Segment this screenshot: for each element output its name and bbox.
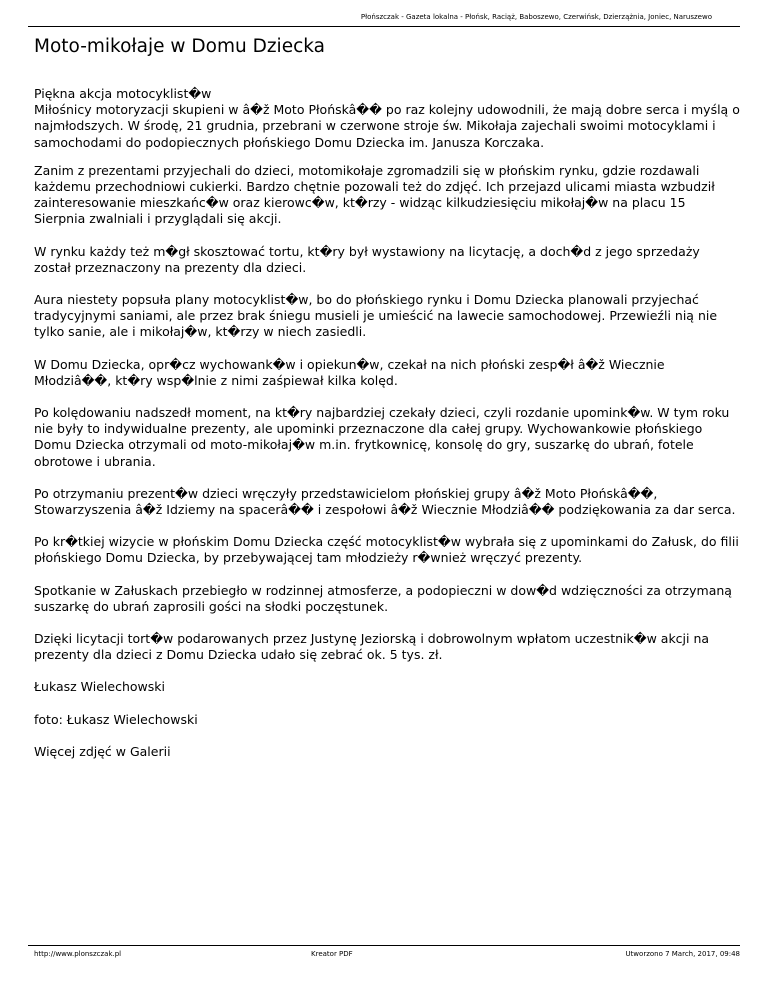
article-paragraph: Po kolędowaniu nadszedł moment, na kt�ry najbardziej czekały dzieci, czyli rozdanie upomink�w. W tym roku nie były to indywidualne prezenty, ale upominki przeznaczone dla całej grupy. Wychowankowie płońskiego Domu Dziecka otrzymali od moto-mikołaj�w m.in. frytkownicę, konsolę do gry, suszarkę do ubrań, fotele obrotowe i ubrania. (34, 405, 730, 469)
article-paragraph: W rynku każdy też m�gł skosztować tortu, kt�ry był wystawiony na licytację, a doch�d z jego sprzedaży został przeznaczony na prezenty dla dzieci. (34, 243, 700, 275)
article-paragraph: W Domu Dziecka, opr�cz wychowank�w i opiekun�w, czekał na nich płoński zesp�ł â�ž Wiecznie Młodziâ��, kt�ry wsp�lnie z nimi zaśpiewał kilka kolęd. (34, 356, 665, 388)
page-header (28, 0, 740, 27)
article-paragraph: Aura niestety popsuła plany motocyklist�w, bo do płońskiego rynku i Domu Dziecka planowali przyjechać tradycyjnymi saniami, ale przez brak śniegu musieli je umieścić na lawecie samochodowej. Przewieźli nią nie tylko sanie, ale i mikołaj�w, kt�rzy w niech zasiedli. (34, 292, 718, 340)
article-body (34, 86, 740, 776)
footer-divider (28, 945, 740, 946)
footer-created-date: Utworzono 7 March, 2017, 09:48 (625, 950, 740, 958)
photo-credit: foto: Łukasz Wielechowski (34, 711, 198, 727)
author-credit: Łukasz Wielechowski (34, 679, 165, 695)
article-paragraph: Zanim z prezentami przyjechali do dzieci, motomikołaje zgromadzili się w płońskim rynku, gdzie rozdawali każdemu przechodniowi cukierki. Bardzo chętnie pozowali też do zdjęć. Ich przejazd ulicami miasta wzbudził zainteresowanie mieszkańc�w oraz kierowc�w, kt�rzy - widząc kilkudziesięciu mikołaj�w na placu 15 Sierpnia zwalniali i przyglądali się akcji. (34, 162, 715, 227)
gallery-link-text: Więcej zdjęć w Galerii (34, 743, 171, 759)
article-paragraph: Dzięki licytacji tort�w podarowanych przez Justynę Jeziorską i dobrowolnym wpłatom uczestnik�w akcji na prezenty dla dzieci z Domu Dziecka udało się zebrać ok. 5 tys. zł. (34, 631, 710, 663)
article-paragraph: Po otrzymaniu prezent�w dzieci wręczyły przedstawicielom płońskiej grupy â�ž Moto Płońskâ��, Stowarzyszenia â�ž Idziemy na spacerâ�� i zespołowi â�ž Wiecznie Młodziâ�� podziękowania za dar serca. (34, 485, 736, 518)
footer-site-url: http://www.plonszczak.pl (34, 950, 122, 958)
footer-pdf-creator: Kreator PDF (311, 950, 353, 958)
article-paragraph: Piękna akcja motocyklist�w Miłośnicy motoryzacji skupieni w â�ž Moto Płońskâ�� po raz kolejny udowodnili, że mają dobre serca i myślą o najmłodszych. W środę, 21 grudnia, przebrani w czerwone stroje św. Mikołaja zajechali swoimi motocyklami i samochodami do podopiecznych płońskiego Domu Dziecka im. Janusza Korczaka. (34, 86, 740, 150)
article-title: Moto-mikołaje w Domu Dziecka (34, 36, 325, 57)
article-paragraph: Spotkanie w Załuskach przebiegło w rodzinnej atmosferze, a podopieczni w dow�d wdzięczności za otrzymaną suszarkę do ubrań zaprosili gości na słodki poczęstunek. (34, 582, 732, 614)
article-paragraph: Po kr�tkiej wizycie w płońskim Domu Dziecka część motocyklist�w wybrała się z upominkami do Załusk, do filii płońskiego Domu Dziecka, by przebywającej tam młodzieży r�wnież wręczyć prezenty. (34, 534, 739, 566)
site-info-header: Płońszczak - Gazeta lokalna - Płońsk, Raciąż, Baboszewo, Czerwińsk, Dzierzążnia, Joniec, Naruszewo (360, 13, 712, 21)
